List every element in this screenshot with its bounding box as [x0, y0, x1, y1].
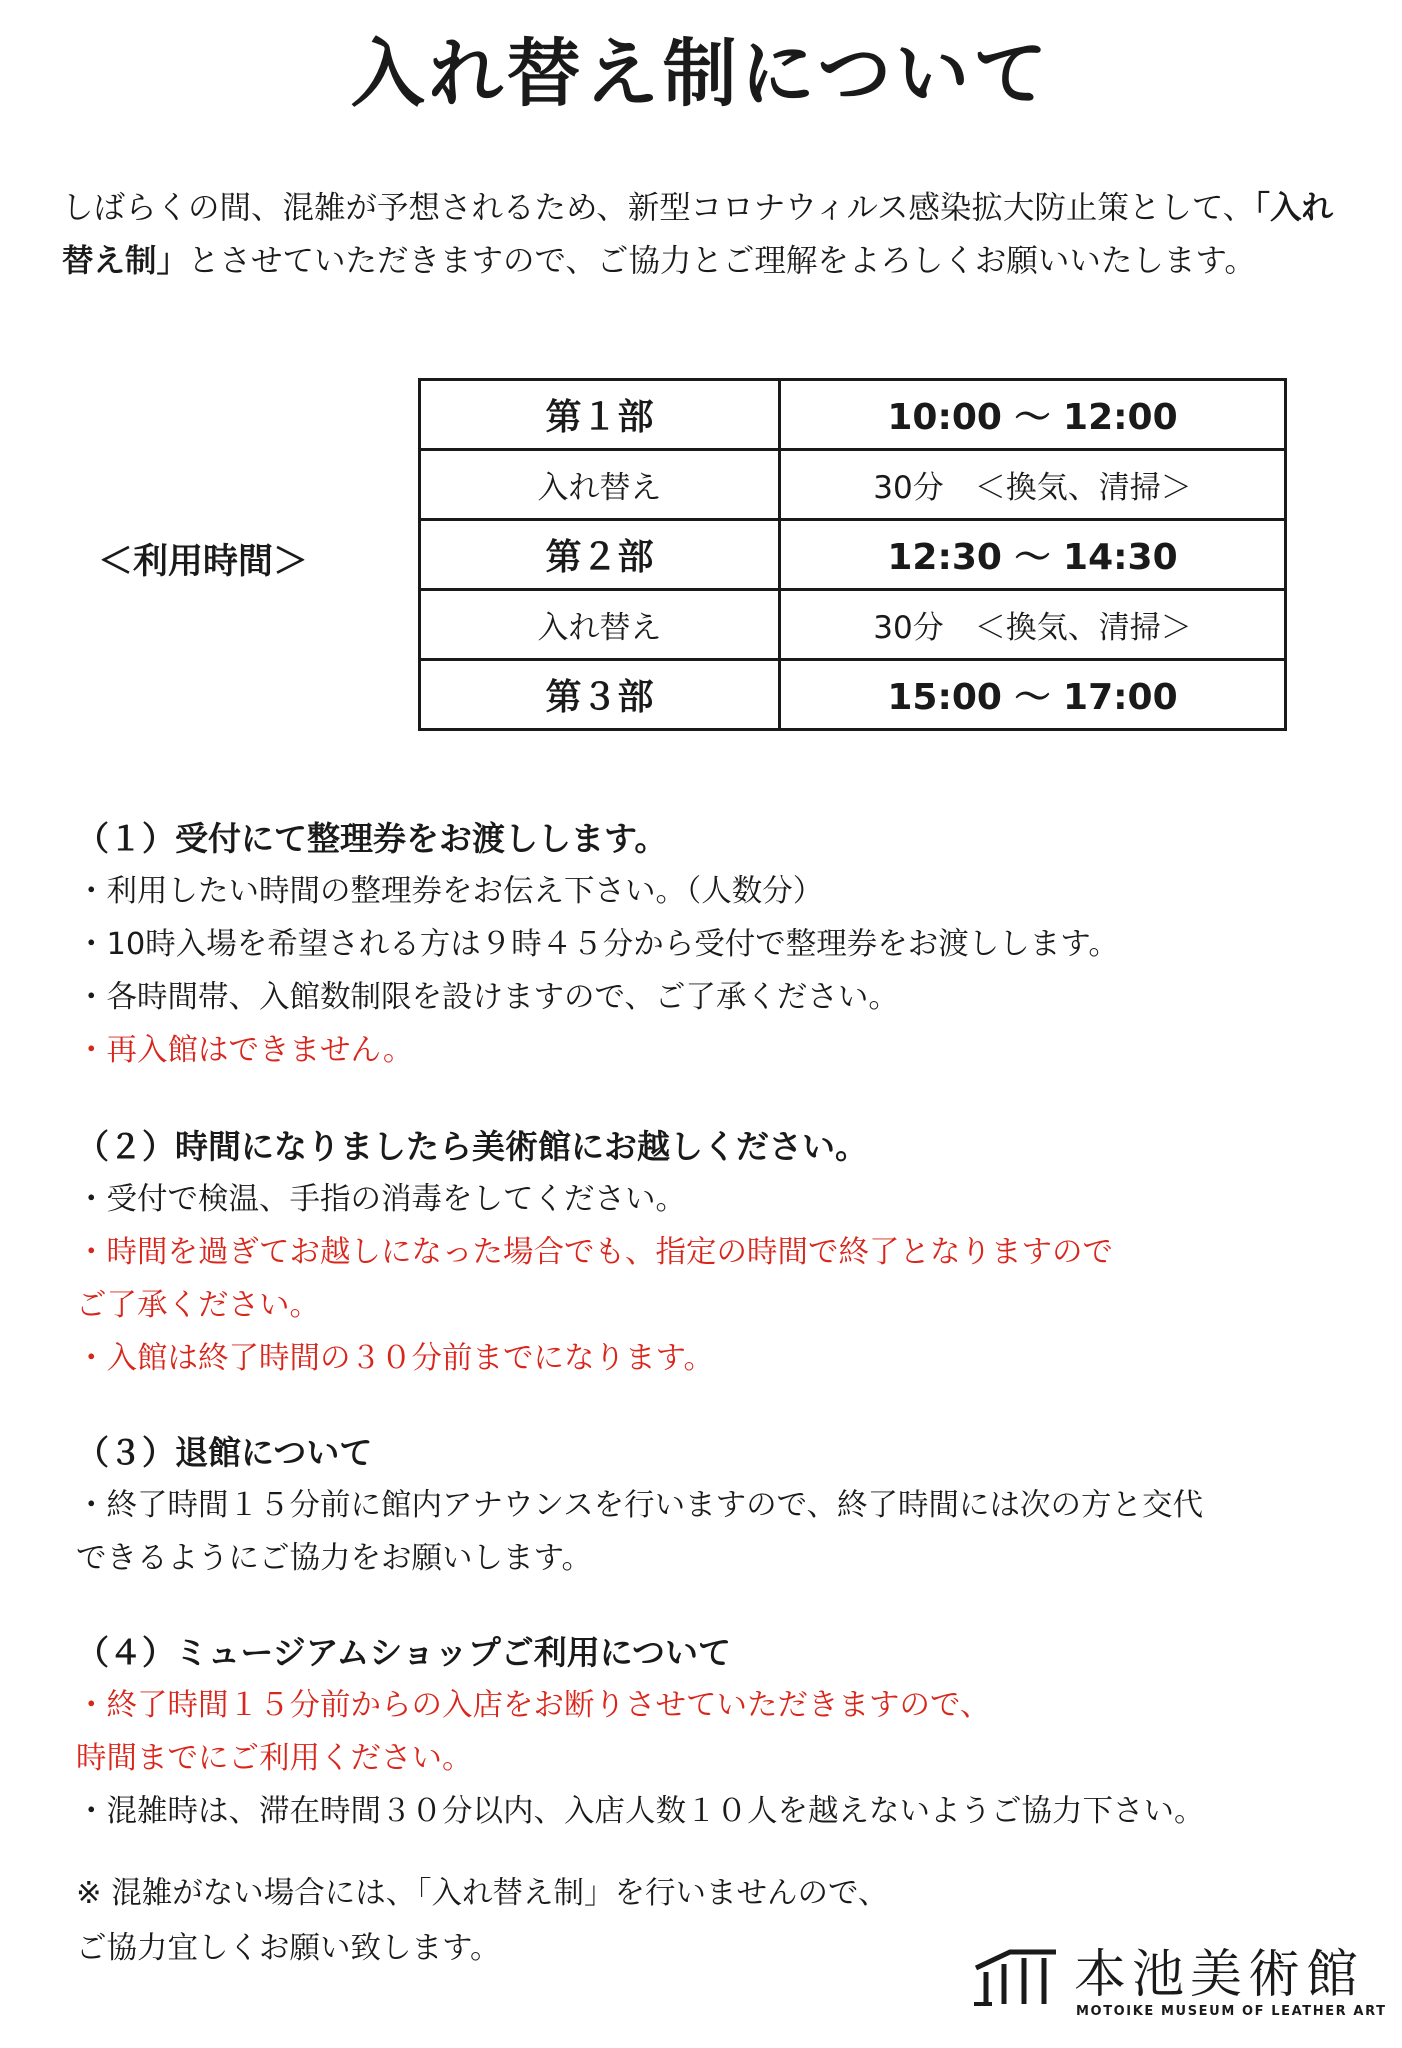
schedule-row-changeover-2: [420, 590, 1286, 660]
schedule-table: [418, 378, 1287, 731]
list-item-alert: ・時間を過ぎてお越しになった場合でも、指定の時間で終了となりますので: [76, 1235, 1113, 1270]
section-shop: [76, 1626, 1366, 1838]
museum-building-icon: [970, 1944, 1060, 2008]
session-time: 12:30 ～ 14:30: [780, 520, 1286, 590]
section-heading: （４）ミュージアムショップご利用について: [76, 1633, 732, 1672]
intro-part2: とさせていただきますので、ご協力とご理解をよろしくお願いいたします。: [188, 243, 1256, 279]
list-item: ・10時入場を希望される方は９時４５分から受付で整理券をお渡しします。: [76, 927, 1119, 962]
changeover-name: 入れ替え: [420, 590, 780, 660]
section-heading: （３）退館について: [76, 1433, 373, 1472]
changeover-name: 入れ替え: [420, 450, 780, 520]
schedule-row-session-2: [420, 520, 1286, 590]
section-heading: （２）時間になりましたら美術館にお越しください。: [76, 1127, 868, 1166]
page-title: 入れ替え制について: [350, 31, 1052, 117]
list-item-alert: ・入館は終了時間の３０分前までになります。: [76, 1341, 715, 1376]
session-name: 第２部: [420, 520, 780, 590]
schedule-label: ＜利用時間＞: [98, 542, 309, 582]
logo-name: 本池美術館: [1074, 1945, 1365, 2005]
schedule-row-session-3: [420, 660, 1286, 730]
list-item: できるようにご協力をお願いします。: [76, 1541, 593, 1576]
list-item-alert: ご了承ください。: [76, 1288, 320, 1323]
session-time: 15:00 ～ 17:00: [780, 660, 1286, 730]
logo-subtitle: MOTOIKE MUSEUM OF LEATHER ART: [1076, 2004, 1387, 2019]
list-item: ・受付で検温、手指の消毒をしてください。: [76, 1182, 686, 1217]
changeover-time: 30分 ＜換気、清掃＞: [780, 590, 1286, 660]
list-item-alert: ・再入館はできません。: [76, 1033, 414, 1068]
footnote-line: ※ 混雑がない場合には、「入れ替え制」を行いませんので、: [76, 1876, 889, 1911]
list-item: ・利用したい時間の整理券をお伝え下さい。（人数分）: [76, 874, 824, 909]
list-item: ・各時間帯、入館数制限を設けますので、ご了承ください。: [76, 980, 899, 1015]
session-name: 第３部: [420, 660, 780, 730]
schedule-row-session-1: [420, 380, 1286, 450]
section-exit: [76, 1426, 1366, 1585]
list-item-alert: 時間までにご利用ください。: [76, 1741, 473, 1776]
museum-logo: [970, 1932, 1387, 2032]
footnote: [76, 1866, 1076, 1976]
list-item: ・混雑時は、滞在時間３０分以内、入店人数１０人を越えないようご協力下さい。: [76, 1794, 1205, 1829]
changeover-time: 30分 ＜換気、清掃＞: [780, 450, 1286, 520]
list-item: ・終了時間１５分前に館内アナウンスを行いますので、終了時間には次の方と交代: [76, 1488, 1203, 1523]
intro-text: [62, 182, 1352, 288]
intro-part1: しばらくの間、混雑が予想されるため、新型コロナウィルス感染拡大防止策として、: [62, 190, 1255, 226]
section-arrival: [76, 1120, 1366, 1385]
intro-emphasis: 「入れ替え制」: [62, 190, 1334, 279]
schedule-row-changeover-1: [420, 450, 1286, 520]
section-heading: （１）受付にて整理券をお渡しします。: [76, 819, 668, 858]
session-name: 第１部: [420, 380, 780, 450]
section-reception: [76, 812, 1366, 1077]
list-item-alert: ・終了時間１５分前からの入店をお断りさせていただきますので、: [76, 1688, 991, 1723]
footnote-line: ご協力宜しくお願い致します。: [76, 1931, 501, 1966]
session-time: 10:00 ～ 12:00: [780, 380, 1286, 450]
